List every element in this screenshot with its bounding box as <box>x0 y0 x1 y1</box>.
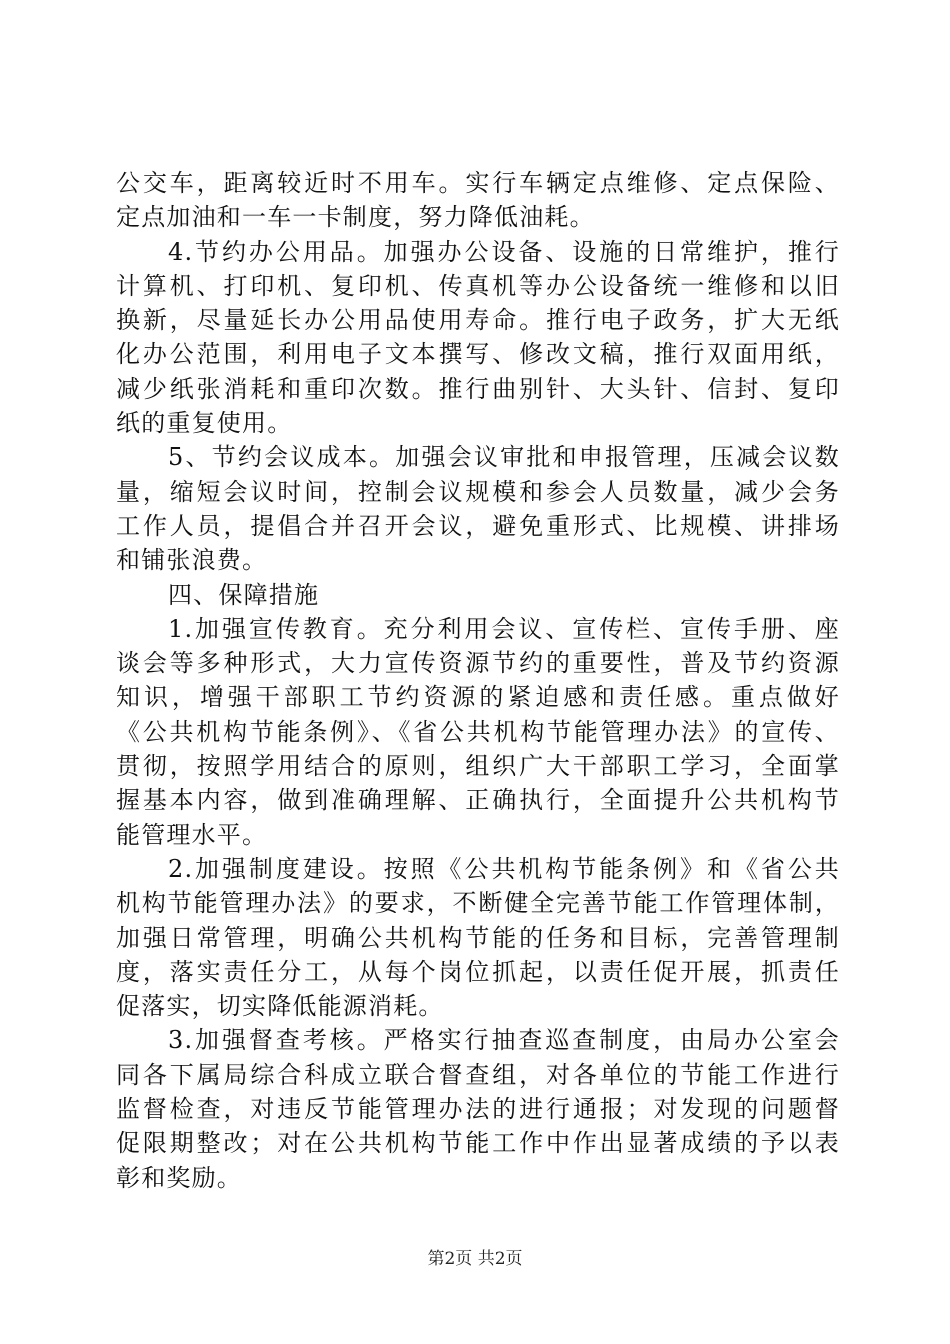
text-line: 化办公范围，利用电子文本撰写、修改文稿，推行双面用纸， <box>116 340 840 369</box>
text-line: 谈会等多种形式，大力宣传资源节约的重要性，普及节约资源 <box>116 649 840 678</box>
page-number: 第2页 共2页 <box>427 1249 523 1269</box>
text-line: 知识，增强干部职工节约资源的紧迫感和责任感。重点做好 <box>116 683 840 712</box>
text-line: 和铺张浪费。 <box>116 546 268 575</box>
text-line: 机构节能管理办法》的要求，不断健全完善节能工作管理体制， <box>116 889 840 918</box>
text-line: 换新，尽量延长办公用品使用寿命。推行电子政务，扩大无纸 <box>116 306 840 335</box>
text-line: 贯彻，按照学用结合的原则，组织广大干部职工学习，全面掌 <box>116 752 840 781</box>
text-line: 彰和奖励。 <box>116 1163 242 1192</box>
text-line: 加强日常管理，明确公共机构节能的任务和目标，完善管理制 <box>116 923 840 952</box>
text-line: 减少纸张消耗和重印次数。推行曲别针、大头针、信封、复印 <box>116 374 840 403</box>
text-line: 能管理水平。 <box>116 820 268 849</box>
text-line: 公交车，距离较近时不用车。实行车辆定点维修、定点保险、 <box>116 169 840 197</box>
text-line: 工作人员，提倡合并召开会议，避免重形式、比规模、讲排场 <box>116 511 840 540</box>
text-line: 促限期整改；对在公共机构节能工作中作出显著成绩的予以表 <box>116 1129 840 1158</box>
text-line: 握基本内容，做到准确理解、正确执行，全面提升公共机构节 <box>116 786 840 815</box>
text-line: 促落实，切实降低能源消耗。 <box>116 992 444 1021</box>
text-line: 量，缩短会议时间，控制会议规模和参会人员数量，减少会务 <box>116 477 840 506</box>
paragraph-start-line: 2.加强制度建设。按照《公共机构节能条例》和《省公共 <box>168 854 840 883</box>
page-footer <box>0 1244 950 1269</box>
text-line: 度，落实责任分工，从每个岗位抓起，以责任促开展，抓责任 <box>116 957 840 986</box>
text-line: 监督检查，对违反节能管理办法的进行通报；对发现的问题督 <box>116 1095 840 1124</box>
text-line: 计算机、打印机、复印机、传真机等办公设备统一维修和以旧 <box>116 271 840 300</box>
section-heading: 四、保障措施 <box>168 580 320 609</box>
paragraph-start-line: 1.加强宣传教育。充分利用会议、宣传栏、宣传手册、座 <box>168 614 840 643</box>
text-line: 同各下属局综合科成立联合督查组，对各单位的节能工作进行 <box>116 1060 840 1089</box>
document-body <box>116 166 840 1195</box>
paragraph-start-line: 5、节约会议成本。加强会议审批和申报管理，压减会议数 <box>168 443 840 472</box>
text-line: 纸的重复使用。 <box>116 409 293 438</box>
paragraph-start-line: 3.加强督查考核。严格实行抽查巡查制度，由局办公室会 <box>168 1026 840 1055</box>
text-line: 《公共机构节能条例》、《省公共机构节能管理办法》的宣传、 <box>116 717 840 746</box>
paragraph-start-line: 4.节约办公用品。加强办公设备、设施的日常维护，推行 <box>168 237 840 266</box>
text-line: 定点加油和一车一卡制度，努力降低油耗。 <box>116 203 595 232</box>
